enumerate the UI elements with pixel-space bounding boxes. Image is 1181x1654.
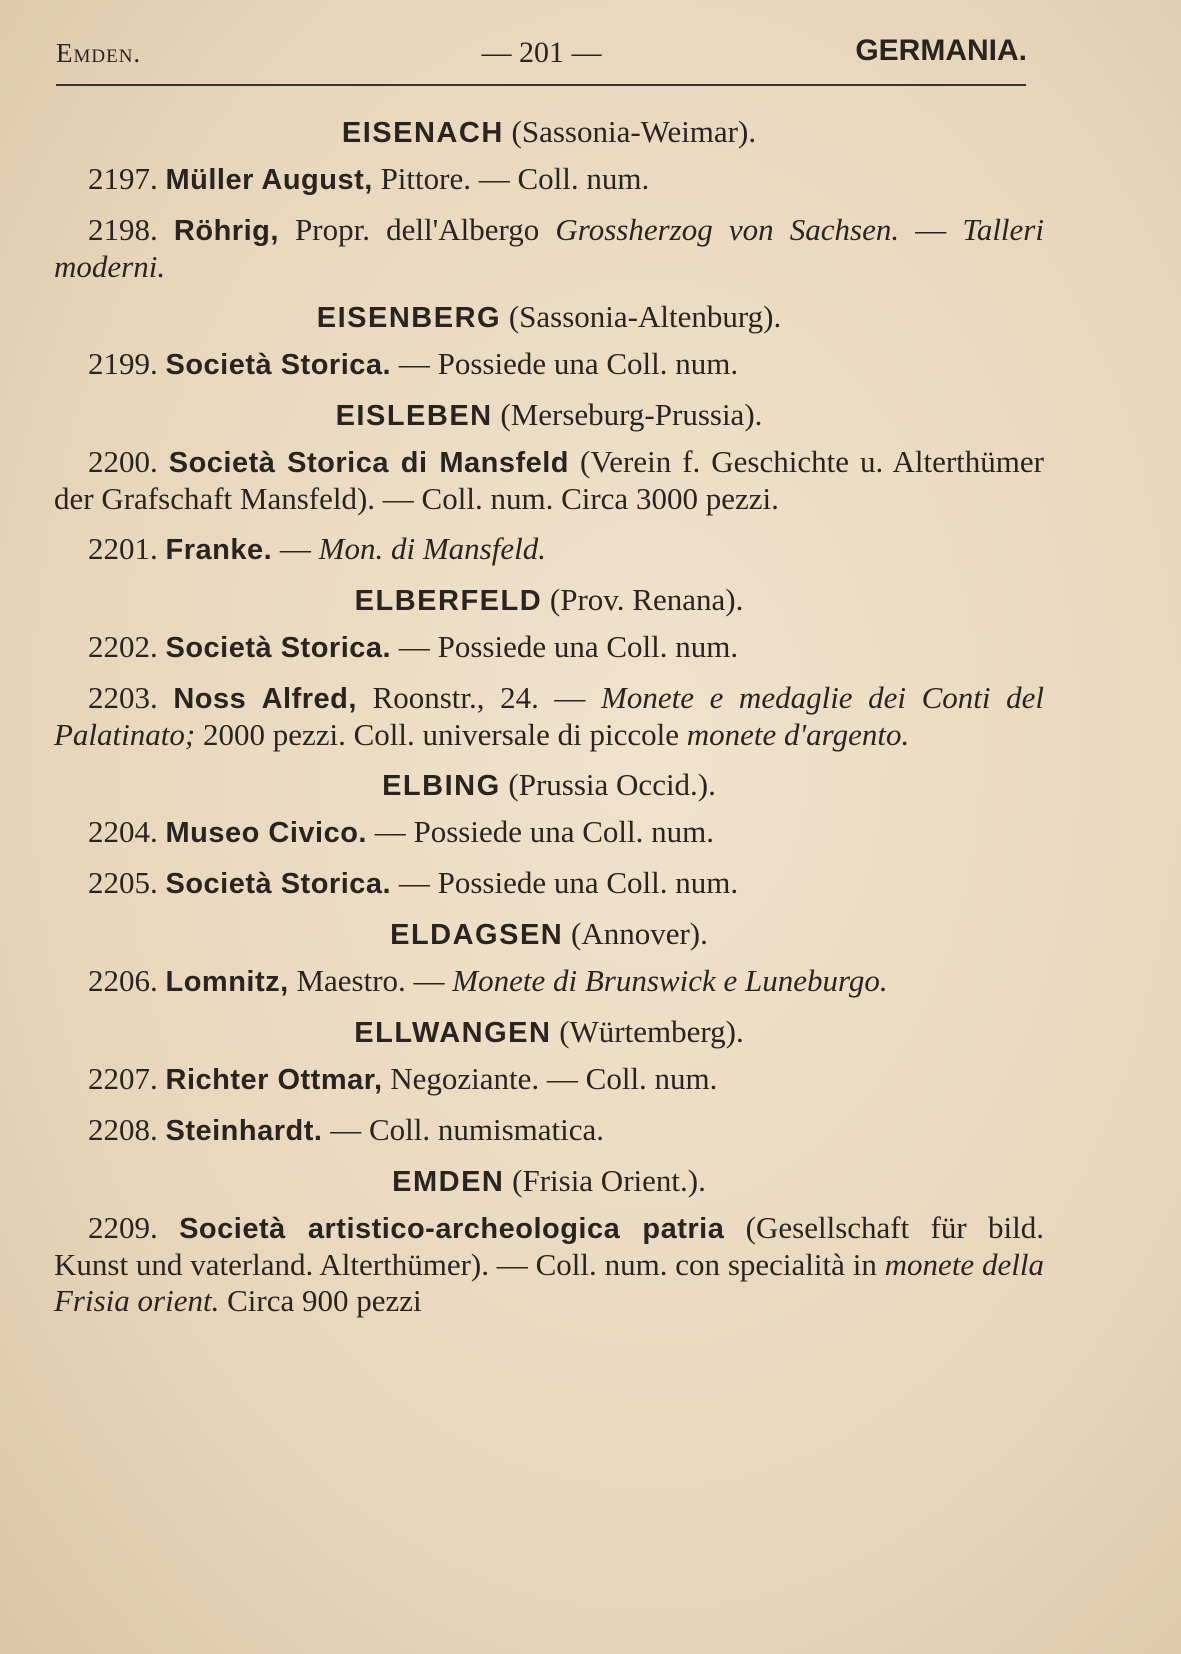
section-heading: [54, 767, 1044, 804]
entry-name: Lomnitz,: [165, 966, 289, 998]
entry-italic-text: monete d'argento.: [686, 717, 910, 752]
entry-text: Roonstr., 24. —: [356, 680, 602, 715]
running-header: [56, 32, 1027, 76]
entry-text: (Gesellschaft für bild. Kunst und vaterland. Alterthümer). — Coll. num. con specialità in: [54, 1210, 1044, 1282]
entry-name: Noss Alfred,: [173, 683, 357, 715]
city-name: ELLWANGEN: [354, 1017, 552, 1049]
entry-text: —: [899, 212, 963, 247]
region-name: (Sassonia-Altenburg).: [508, 299, 782, 334]
header-left-city: Emden.: [56, 38, 142, 68]
entry-text: — Coll. numismatica.: [322, 1112, 605, 1147]
section-heading: [54, 582, 1044, 619]
directory-entry: [54, 963, 1044, 1000]
entry-name: Richter Ottmar,: [165, 1064, 383, 1096]
region-name: (Prov. Renana).: [549, 582, 744, 617]
entry-text: — Possiede una Coll. num.: [391, 346, 739, 381]
entry-number: 2205.: [88, 865, 158, 900]
city-name: EISENACH: [341, 117, 504, 149]
region-name: (Prussia Occid.).: [508, 767, 716, 802]
directory-entry: [54, 444, 1044, 517]
page-number: — 201 —: [481, 36, 602, 69]
city-name: ELDAGSEN: [390, 919, 564, 951]
entry-italic-text: monete della Frisia orient.: [54, 1247, 1044, 1318]
entry-number: 2198.: [88, 212, 158, 247]
entry-number: 2199.: [88, 346, 158, 381]
entry-text: (Verein f. Geschichte u. Alterthümer der Grafschaft Mansfeld). — Coll. num. Circa 3000 pezzi.: [54, 444, 1044, 516]
section-heading: [54, 1014, 1044, 1051]
city-name: EMDEN: [392, 1166, 505, 1198]
region-name: (Würtemberg).: [559, 1014, 744, 1049]
entry-text: Pittore. — Coll. num.: [372, 161, 650, 196]
entry-number: 2206.: [88, 963, 158, 998]
region-name: (Frisia Orient.).: [512, 1163, 706, 1198]
region-name: (Annover).: [571, 916, 708, 951]
entry-number: 2207.: [88, 1061, 158, 1096]
directory-entry: [54, 865, 1044, 902]
entry-number: 2197.: [88, 161, 158, 196]
directory-entry: [54, 680, 1044, 753]
directory-entry: [54, 1061, 1044, 1098]
entry-name: Müller August,: [165, 164, 373, 196]
entry-name: Röhrig,: [173, 215, 279, 247]
entry-text: —: [272, 531, 319, 566]
city-name: ELBING: [382, 770, 501, 802]
entry-italic-text: Mon. di Mansfeld.: [318, 531, 546, 566]
directory-entry: [54, 814, 1044, 851]
region-name: (Merseburg-Prussia).: [500, 397, 763, 432]
directory-entry: [54, 1210, 1044, 1319]
entry-name: Museo Civico.: [165, 817, 367, 849]
entry-name: Franke.: [165, 534, 273, 566]
directory-entry: [54, 212, 1044, 285]
entry-name: Steinhardt.: [165, 1115, 323, 1147]
entry-text: — Possiede una Coll. num.: [367, 814, 715, 849]
entry-name: Società Storica.: [165, 349, 392, 381]
section-heading: [54, 916, 1044, 953]
entry-text: Maestro. —: [288, 963, 453, 998]
directory-entry: [54, 161, 1044, 198]
region-name: (Sassonia-Weimar).: [511, 114, 757, 149]
header-country: GERMANIA.: [855, 34, 1027, 67]
entry-italic-text: Monete e medaglie dei Conti del Palatinato;: [54, 680, 1044, 752]
city-name: EISLEBEN: [335, 400, 493, 432]
entry-number: 2209.: [88, 1210, 158, 1245]
entry-name: Società Storica.: [165, 632, 392, 664]
section-heading: [54, 299, 1044, 336]
section-heading: [54, 397, 1044, 434]
entry-name: Società artistico-archeologica patria: [179, 1213, 725, 1245]
entry-italic-text: Monete di Brunswick e Luneburgo.: [452, 963, 888, 998]
entry-text: 2000 pezzi. Coll. universale di piccole: [195, 717, 687, 752]
entry-number: 2208.: [88, 1112, 158, 1147]
directory-entry: [54, 531, 1044, 568]
entry-number: 2202.: [88, 629, 158, 664]
city-name: EISENBERG: [316, 302, 502, 334]
entry-number: 2203.: [88, 680, 158, 715]
entry-italic-text: Talleri moderni.: [54, 212, 1044, 284]
city-name: ELBERFELD: [354, 585, 543, 617]
entry-text: Propr. dell'Albergo: [278, 212, 556, 247]
section-heading: [54, 114, 1044, 151]
header-rule: [56, 84, 1026, 86]
entry-text: Circa 900 pezzi: [219, 1283, 422, 1318]
directory-entry: [54, 346, 1044, 383]
directory-entry: [54, 1112, 1044, 1149]
entry-number: 2200.: [88, 444, 158, 479]
entry-name: Società Storica di Mansfeld: [168, 447, 570, 479]
entry-number: 2201.: [88, 531, 158, 566]
entry-number: 2204.: [88, 814, 158, 849]
entry-text: — Possiede una Coll. num.: [391, 865, 739, 900]
entry-text: — Possiede una Coll. num.: [391, 629, 739, 664]
entry-name: Società Storica.: [165, 868, 392, 900]
directory-content: [54, 108, 1044, 1333]
section-heading: [54, 1163, 1044, 1200]
entry-text: Negoziante. — Coll. num.: [382, 1061, 718, 1096]
entry-italic-text: Grossherzog von Sachsen.: [555, 212, 900, 247]
directory-entry: [54, 629, 1044, 666]
